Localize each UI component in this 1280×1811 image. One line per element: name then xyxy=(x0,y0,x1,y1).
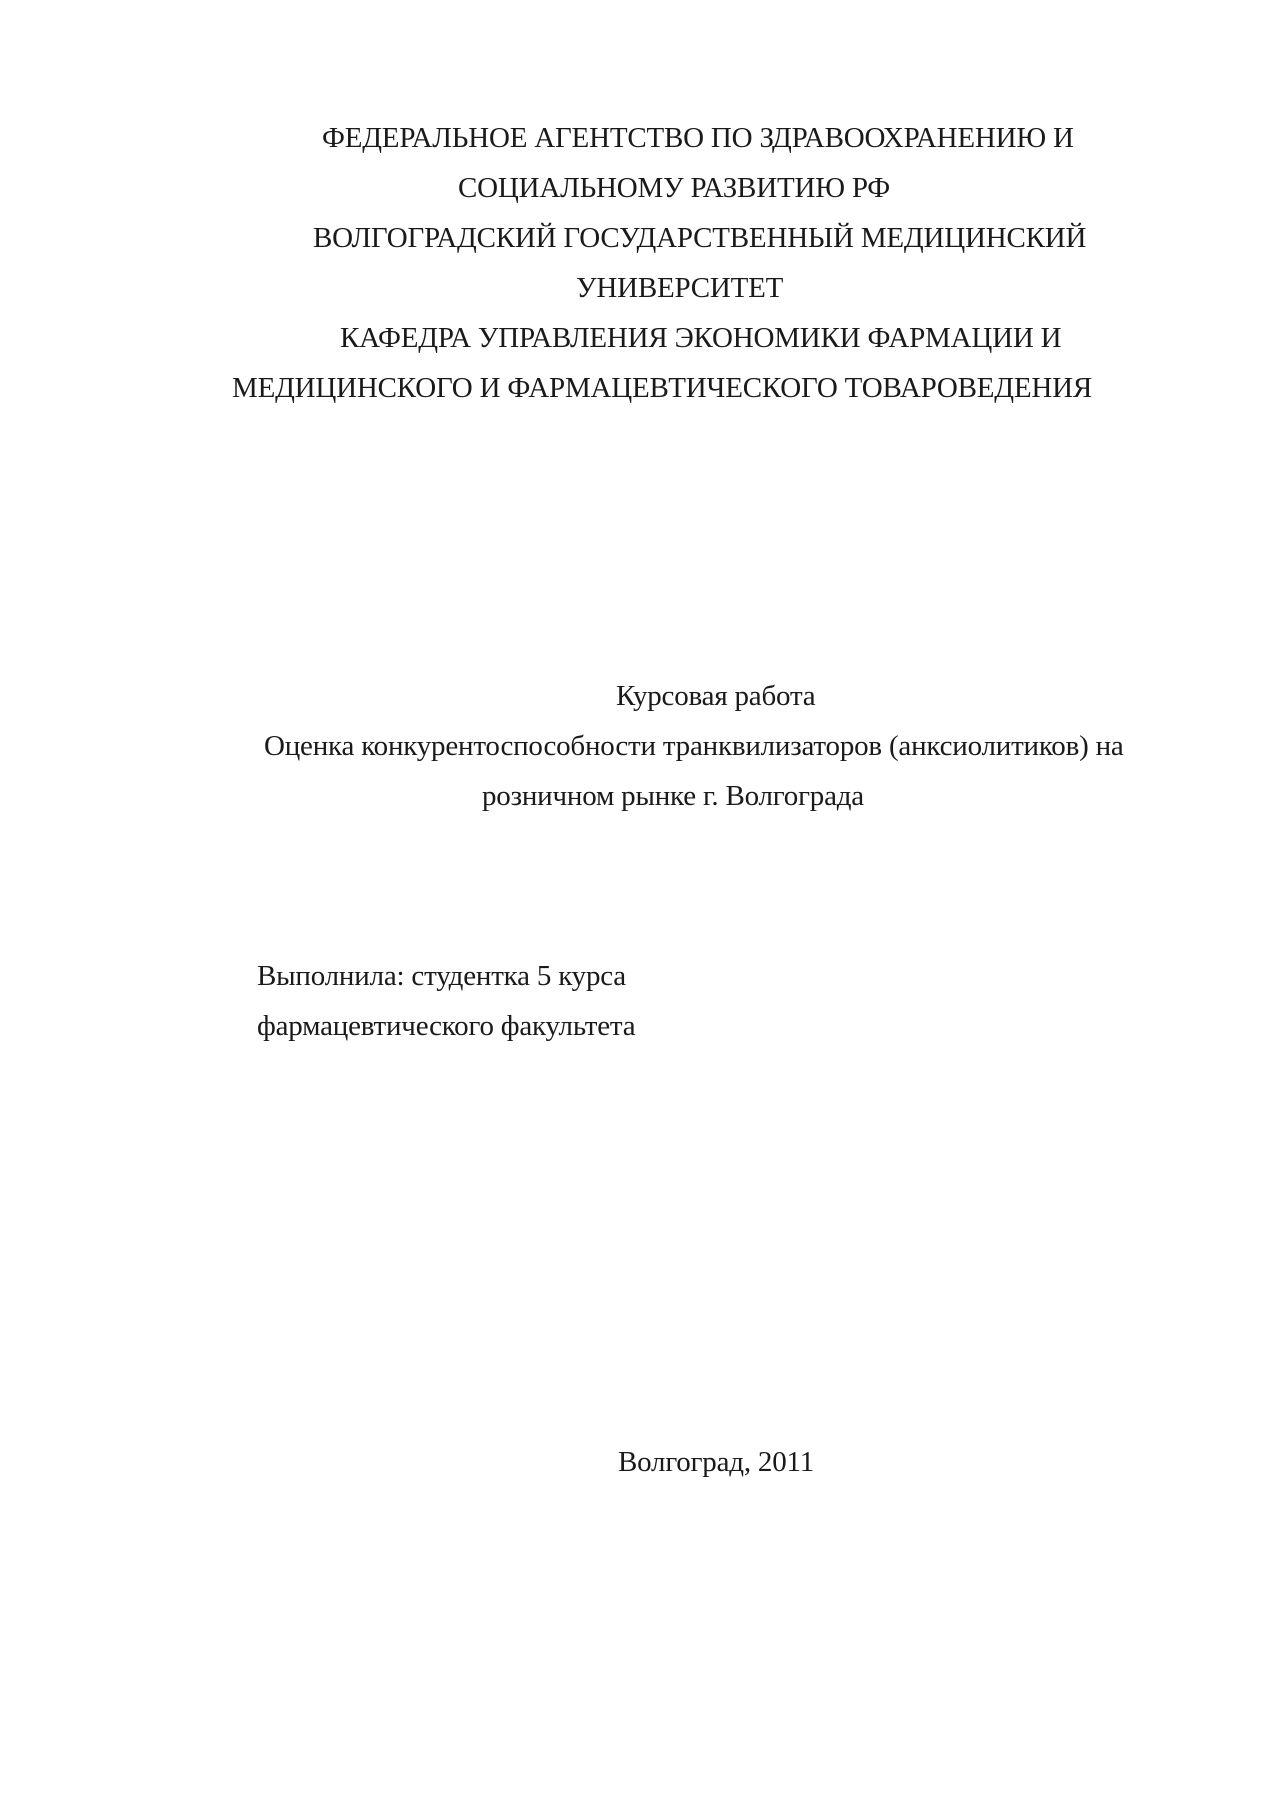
work-type: Курсовая работа xyxy=(616,680,816,712)
department-name-line-1: КАФЕДРА УПРАВЛЕНИЯ ЭКОНОМИКИ ФАРМАЦИИ И xyxy=(340,322,1062,354)
author-line-2: фармацевтического факультета xyxy=(257,1010,636,1042)
author-line-1: Выполнила: студентка 5 курса xyxy=(257,960,626,992)
university-name-line-1: ВОЛГОГРАДСКИЙ ГОСУДАРСТВЕННЫЙ МЕДИЦИНСКИЙ xyxy=(313,222,1087,254)
agency-name-line-2: СОЦИАЛЬНОМУ РАЗВИТИЮ РФ xyxy=(458,172,891,204)
university-name-line-2: УНИВЕРСИТЕТ xyxy=(576,272,784,304)
city-year: Волгоград, 2011 xyxy=(618,1446,815,1478)
work-title-line-2: розничном рынке г. Волгограда xyxy=(482,780,864,812)
work-title-line-1: Оценка конкурентоспособности транквилизаторов (анксиолитиков) на xyxy=(264,730,1124,762)
department-name-line-2: МЕДИЦИНСКОГО И ФАРМАЦЕВТИЧЕСКОГО ТОВАРОВЕДЕНИЯ xyxy=(232,372,1092,404)
agency-name-line-1: ФЕДЕРАЛЬНОЕ АГЕНТСТВО ПО ЗДРАВООХРАНЕНИЮ И xyxy=(322,122,1074,154)
